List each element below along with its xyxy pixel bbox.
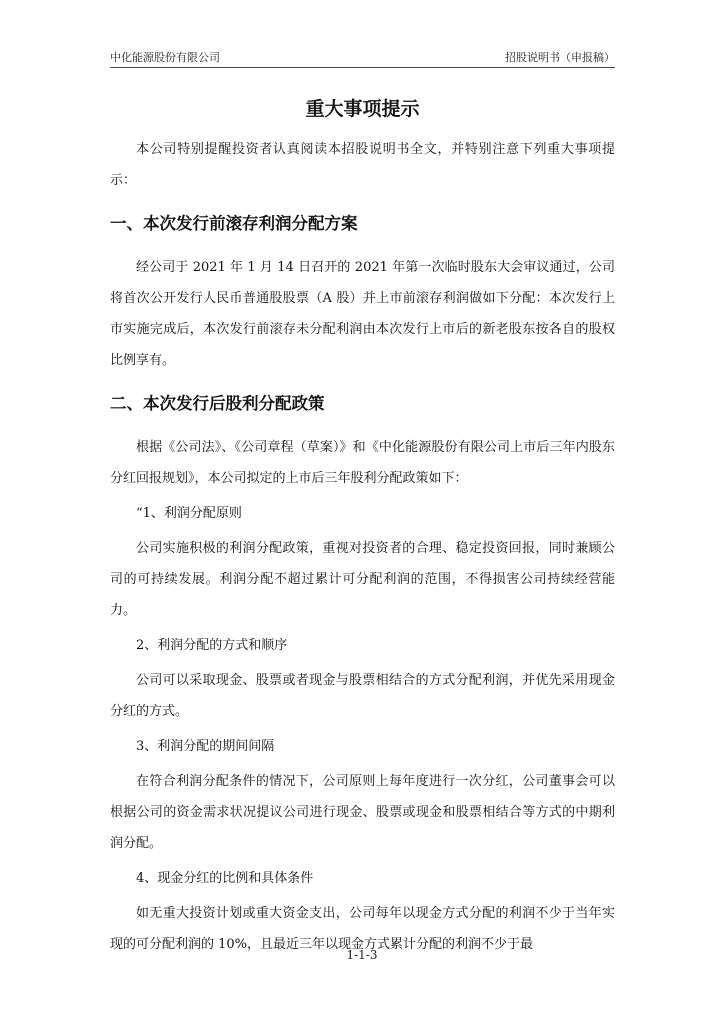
section-2-paragraph: 根据《公司法》、《公司章程（草案）》和《中化能源股份有限公司上市后三年内股东分红回报规划》，本公司拟定的上市后三年股利分配政策如下：: [110, 440, 615, 486]
intro-paragraph: 本公司特别提醒投资者认真阅读本招股说明书全文，并特别注意下列重大事项提示：: [110, 142, 615, 188]
header-rule: [110, 67, 615, 68]
header-document-name: 招股说明书（申报稿）: [505, 51, 615, 64]
page-content: [110, 96, 615, 960]
header-company-name: 中化能源股份有限公司: [110, 51, 220, 64]
item-3-heading: 3、利润分配的期间间隔: [136, 739, 275, 754]
item-1-heading: “1、利润分配原则: [136, 506, 242, 521]
item-2-paragraph: 公司可以采取现金、股票或者现金与股票相结合的方式分配利润，并优先采用现金分红的方式。: [110, 673, 615, 719]
item-4-heading: 4、现金分红的比例和具体条件: [136, 871, 314, 886]
section-1-paragraph: 经公司于 2021 年 1 月 14 日召开的 2021 年第一次临时股东大会审议通过，公司将首次公开发行人民币普通股股票（A 股）并上市前滚存利润做如下分配：本次发行上市实施完成后，本次发行前滚存未分配利润由本次发行上市后的新老股东按各自的股权比例享有。: [110, 260, 615, 368]
item-4-paragraph: 如无重大投资计划或重大资金支出，公司每年以现金方式分配的利润不少于当年实现的可分配利润的 10%，且最近三年以现金方式累计分配的利润不少于最: [110, 906, 615, 952]
page-title: 重大事项提示: [305, 98, 420, 120]
item-1-paragraph: 公司实施积极的利润分配政策，重视对投资者的合理、稳定投资回报，同时兼顾公司的可持续发展。利润分配不超过累计可分配利润的范围，不得损害公司持续经营能力。: [110, 541, 615, 618]
page-number: 1-1-3: [346, 948, 378, 962]
section-2-heading: 二、本次发行后股利分配政策: [110, 394, 325, 413]
page-header: [110, 50, 615, 66]
item-3-paragraph: 在符合利润分配条件的情况下，公司原则上每年度进行一次分红，公司董事会可以根据公司的资金需求状况提议公司进行现金、股票或现金和股票相结合等方式的中期利润分配。: [110, 774, 615, 851]
section-1-heading: 一、本次发行前滚存利润分配方案: [110, 214, 358, 233]
item-2-heading: 2、利润分配的方式和顺序: [136, 638, 288, 653]
